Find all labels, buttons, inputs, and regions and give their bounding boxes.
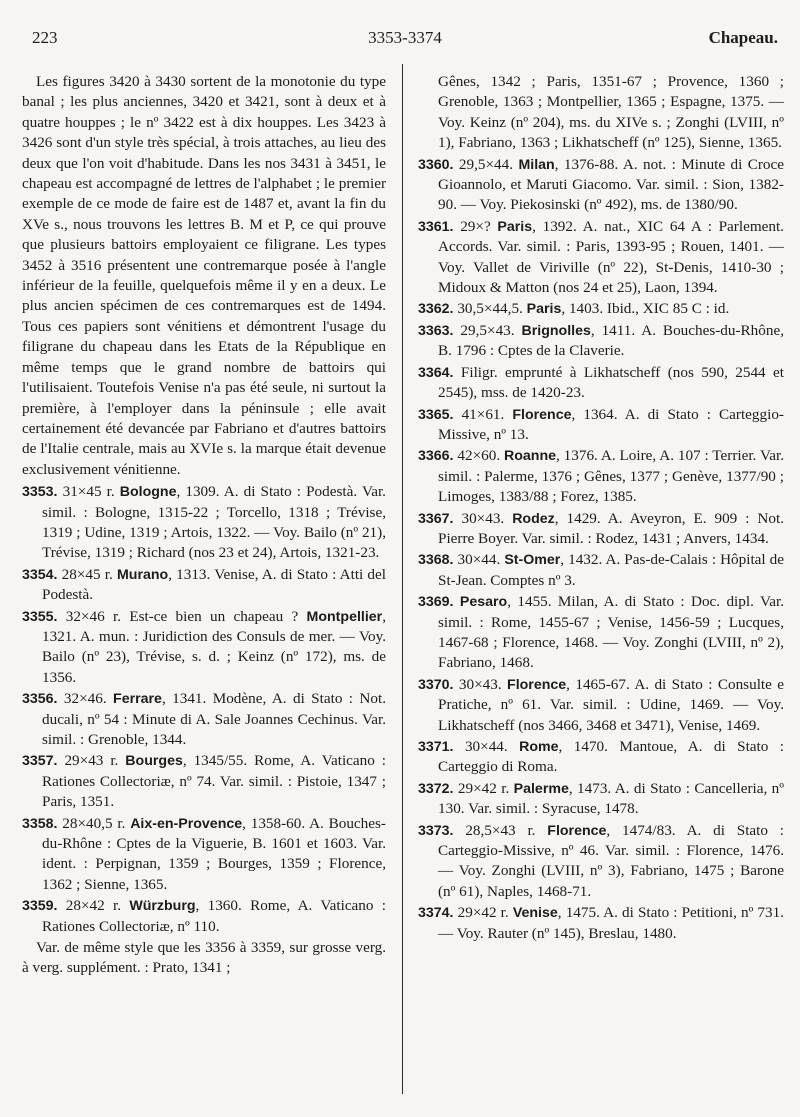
catalog-entry <box>418 821 784 903</box>
entry-dims: 31×45 r. <box>57 483 120 501</box>
entry-city: Bologne <box>119 484 177 501</box>
catalog-entry <box>418 550 784 591</box>
entry-num: 3358. <box>22 815 58 832</box>
entry-rest: , 1429. A. Aveyron, E. 909 : Not. Pierre Boyer. Var. simil. : Rodez, 1431 ; Anvers, 1434. <box>438 509 784 547</box>
entry-rest: , 1432. A. Pas-de-Calais : Hôpital de St-Jean. Comptes nº 3. <box>438 551 784 589</box>
right-entries <box>418 155 784 944</box>
entry-dims: 29×42 r. <box>453 904 513 922</box>
catalog-entry <box>418 903 784 944</box>
catalog-entry <box>418 509 784 550</box>
left-entries <box>22 482 386 937</box>
entry-num: 3353. <box>22 484 58 501</box>
catalog-entry <box>22 751 386 812</box>
entry-city: Venise <box>512 905 558 922</box>
catalog-entry <box>22 607 386 689</box>
entry-city: Rodez <box>512 510 555 527</box>
entry-num: 3365. <box>418 406 454 423</box>
entry-city: Murano <box>116 566 169 583</box>
catalog-entry <box>418 675 784 736</box>
page-header <box>32 28 778 52</box>
catalog-entry <box>418 405 784 446</box>
entry-dims: 28×45 r. <box>57 565 117 583</box>
entry-dims: 29×43 r. <box>57 752 126 770</box>
catalog-entry <box>22 482 386 564</box>
catalog-entry <box>22 896 386 937</box>
entry-rest: , 1360. Rome, A. Vaticano : Rationes Collectoriæ, nº 110. <box>42 897 386 935</box>
entry-rest: , 1392. A. nat., XIC 64 A : Parlement. Accords. Var. simil. : Paris, 1393-95 ; Rouen, 1401. — Voy. Vallet de Viriville (nº 22), St-Denis, 1410-30 ; Midoux & Matton (nos 24 et 25), Laon, 1394. <box>438 217 784 297</box>
entry-rest: , 1313. Venise, A. di Stato : Atti del Podestà. <box>42 565 386 604</box>
entry-num: 3366. <box>418 448 454 465</box>
entry-city: Paris <box>526 301 562 318</box>
entry-dims: 32×46 r. Est-ce bien un chapeau ? <box>57 607 307 625</box>
catalog-entry <box>418 737 784 778</box>
entry-dims: 42×60. <box>453 447 504 465</box>
entry-city: Rome <box>519 739 559 755</box>
entry-range: 3353-3374 <box>368 28 442 47</box>
variant-paragraph: Var. de même style que les 3356 à 3359, sur grosse verg. à verg. supplément. : Prato, 1341 ; <box>22 939 386 977</box>
catalog-entry <box>418 217 784 299</box>
entry-num: 3356. <box>22 691 58 708</box>
entry-city: Brignolles <box>521 322 591 339</box>
entry-dims: 30×44. <box>453 738 520 755</box>
entry-dims: 29,5×43. <box>453 321 522 339</box>
entry-num: 3364. <box>418 364 454 381</box>
entry-dims: 30×43. <box>453 675 508 693</box>
entry-num: 3374. <box>418 905 454 922</box>
entry-rest: , 1321. A. mun. : Juridiction des Consuls de mer. — Voy. Bailo (nº 23), Trévise, s. d. ; Keinz (nº 172), ms. de 1356. <box>42 607 386 686</box>
entry-num: 3363. <box>418 322 454 339</box>
entry-rest: , 1473. A. di Stato : Cancelleria, nº 130. Var. simil. : Syracuse, 1478. <box>438 779 784 818</box>
catalog-entry <box>418 592 784 674</box>
entry-city: Florence <box>547 822 607 839</box>
entry-city: Ferrare <box>113 691 162 708</box>
catalog-entry <box>22 814 386 896</box>
entry-num: 3367. <box>418 510 454 527</box>
entry-num: 3357. <box>22 753 58 770</box>
entry-city: Florence <box>507 676 567 693</box>
catalog-entry <box>418 321 784 362</box>
entry-rest: , 1455. Milan, A. di Stato : Doc. dipl. Var. simil. : Rome, 1455-67 ; Venise, 1456-59 ; Lucques, 1467-68 ; Florence, 1468. — Voy. Zonghi (LVIII, nº 2), Fabriano, 1468. <box>438 593 785 672</box>
entry-dims: 29,5×44. <box>453 155 519 173</box>
entry-num: 3362. <box>418 301 454 318</box>
catalog-entry <box>22 565 386 606</box>
entry-city: St-Omer <box>504 552 561 569</box>
catalog-entry <box>418 155 784 216</box>
entry-dims: 30×44. <box>453 551 505 569</box>
entry-rest: , 1309. A. di Stato : Podestà. Var. simil. : Bologne, 1315-22 ; Torcello, 1318 ; Trévise, 1319 ; Udine, 1319 ; Artois, 1322. — Voy. Bailo (nº 21), Trévise, 1319 ; Richard (nos 23 et 24), Artois, 1321-23. <box>42 483 386 562</box>
entry-num: 3373. <box>418 822 454 839</box>
entry-dims: 32×46. <box>57 690 114 708</box>
catalog-entry <box>418 363 784 404</box>
entry-rest: , 1376. A. Loire, A. 107 : Terrier. Var. simil. : Palerme, 1376 ; Gênes, 1377 ; Genève, 1377/90 ; Limoges, 1383/88 ; Forez, 1385. <box>438 447 784 506</box>
intro-paragraph: Les figures 3420 à 3430 sortent de la monotonie du type banal ; les plus anciennes, 3420 et 3421, sont à deux et à quatre houppes ; le nº 3422 est à dix houppes. Les 3423 à 3426 sont d'un style très spécial, à trois attaches, au lieu des deux que l'on voit d'habitude. Dans les nos 3431 à 3451, le chapeau est accompagné de lettres de l'alphabet ; le premier exemple de ce mode de faire est de 1487 et, avant la fin du XVe s., nous trouvons les lettres B. M et P, ce qui prouve que plusieurs battoirs employaient ce filigrane. Les types 3452 à 3516 présentent une contremarque posée à l'angle inférieur de la feuille, quelquefois même il y en a deux. Le plus ancien spécimen de ces contremarques est de 1494. Tous ces papiers sont vénitiens et démontrent l'usage du filigrane du chapeau dans les Etats de la République en même temps que le grand nombre de battoirs qui l'utilisaient. Toutefois Venise n'a pas été seule, ni surtout la première, à l'employer dans la péninsule ; elle avait certainement été devancée par Fabriano et d'autres battoirs de l'Italie centrale, mais au XVIe s. la marque était devenue exclusivement vénitienne. <box>22 73 386 478</box>
entry-rest: , 1345/55. Rome, A. Vaticano : Rationes Collectoriæ, nº 74. Var. simil. : Pistoie, 1347 ; Paris, 1351. <box>42 752 386 811</box>
continuation-paragraph: Gênes, 1342 ; Paris, 1351-67 ; Provence, 1360 ; Grenoble, 1363 ; Montpellier, 1365 ; Espagne, 1375. — Voy. Keinz (nº 204), ms. du XIVe s. ; Zonghi (LVIII, nº 1), Fabriano, 1363 ; Likhatscheff (nº 125), Sienne, 1365. <box>438 73 784 152</box>
entry-dims: 28×42 r. <box>57 897 130 915</box>
left-column <box>22 72 386 979</box>
entry-rest: , 1475. A. di Stato : Petitioni, nº 731. — Voy. Rauter (nº 145), Breslau, 1480. <box>438 904 784 942</box>
entry-dims: 28,5×43 r. <box>453 821 548 839</box>
entry-city: Roanne <box>503 448 557 465</box>
entry-rest: , 1364. A. di Stato : Carteggio-Missive, nº 13. <box>438 405 784 443</box>
entry-rest: , 1465-67. A. di Stato : Consulte e Pratiche, nº 61. Var. simil. : Udine, 1469. — Voy. Likhatscheff (nos 3466, 3468 et 3471), Venise, 1469. <box>438 675 784 734</box>
section-title: Chapeau. <box>708 28 778 47</box>
entry-city: Aix-en-Provence <box>130 815 243 832</box>
entry-city: Paris <box>497 218 533 235</box>
entry-city: Florence <box>512 406 572 423</box>
entry-city: Milan <box>518 156 555 173</box>
entry-num: 3361. <box>418 218 454 235</box>
entry-city: Würzburg <box>129 898 196 915</box>
entry-num: 3359. <box>22 898 58 915</box>
entry-dims: 30×43. <box>453 509 513 527</box>
entry-dims: 29×? <box>453 217 498 235</box>
entry-dims: 29×42 r. <box>453 779 514 797</box>
entry-city: Palerme <box>513 780 569 797</box>
column-divider <box>402 64 403 1094</box>
entry-num: 3368. <box>418 552 454 569</box>
entry-dims: 41×61. <box>453 405 513 423</box>
entry-rest: , 1411. A. Bouches-du-Rhône, B. 1796 : Cptes de la Claverie. <box>438 321 784 360</box>
entry-num: 3369. <box>418 594 454 611</box>
right-column <box>418 72 784 945</box>
entry-rest: , 1358-60. A. Bouches-du-Rhône : Cptes de la Viguerie, B. 1601 et 1603. Var. ident. : Perpignan, 1359 ; Bourges, 1359 ; Florence, 1362 ; Sienne, 1365. <box>42 814 386 893</box>
catalog-entry <box>418 299 784 319</box>
entry-rest: , 1470. Mantoue, A. di Stato : Carteggio di Roma. <box>438 738 784 776</box>
entry-rest: , 1474/83. A. di Stato : Carteggio-Missive, nº 46. Var. simil. : Florence, 1476. — Voy. Zonghi (LVIII, nº 3), Fabriano, 1475 ; Barone (nº 61), Naples, 1468-71. <box>438 821 784 900</box>
entry-city: Montpellier <box>306 608 383 625</box>
entry-rest: , 1341. Modène, A. di Stato : Not. ducali, nº 54 : Minute di A. Sale Joannes Cechinus. Var. simil. : Grenoble, 1344. <box>42 690 386 748</box>
catalog-entry <box>418 779 784 820</box>
entry-num: 3370. <box>418 676 454 693</box>
entry-num: 3371. <box>418 739 454 755</box>
page-number: 223 <box>32 28 58 47</box>
catalog-entry <box>22 689 386 750</box>
catalog-entry <box>418 446 784 507</box>
entry-dims: 30,5×44,5. <box>453 300 527 318</box>
entry-dims: Filigr. emprunté à Likhatscheff (nos 590, 2544 et 2545), mss. de 1420-23. <box>438 363 784 402</box>
entry-num: 3355. <box>22 608 58 625</box>
entry-num: 3354. <box>22 566 58 583</box>
entry-city: Pesaro <box>459 594 508 611</box>
entry-num: 3360. <box>418 156 454 173</box>
entry-city: Bourges <box>125 753 183 770</box>
entry-num: 3372. <box>418 780 454 797</box>
entry-dims: 28×40,5 r. <box>57 814 131 832</box>
entry-rest: , 1376-88. A. not. : Minute di Croce Gioannolo, et Maruti Giacomo. Var. simil. : Sion, 1382-90. — Voy. Piekosinski (nº 492), ms. de 1380/90. <box>438 155 784 214</box>
entry-rest: , 1403. Ibid., XIC 85 C : id. <box>561 300 730 318</box>
